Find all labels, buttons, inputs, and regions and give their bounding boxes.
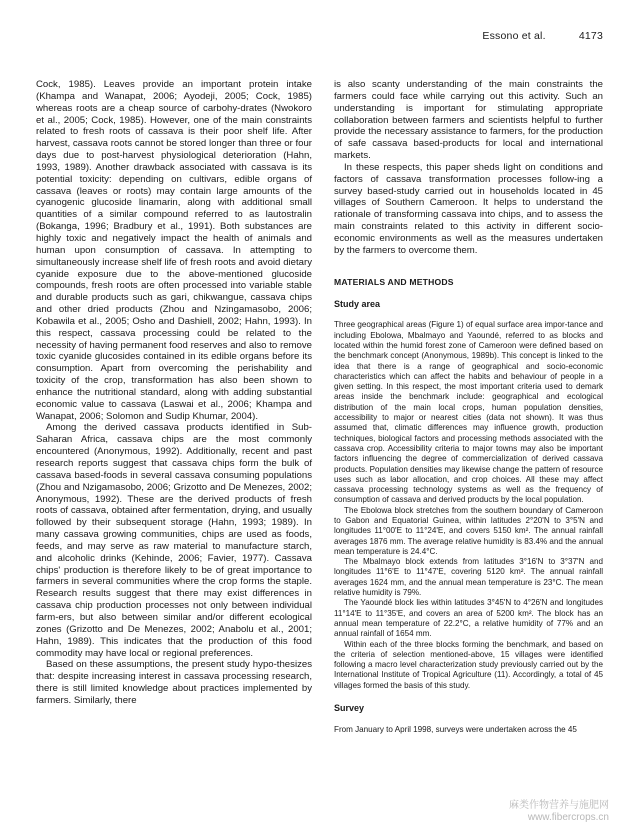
- study-area-text: [334, 320, 603, 691]
- running-header: [482, 30, 603, 42]
- paragraph: Among the derived cassava products identified in Sub-Saharan Africa, cassava chips are the most commonly encountered (Anonymous, 1992). Additionally, recent and past research reports suggest that cassava chips form the bulk of cassava based-foods in several cassava consuming populations (Zhou and Nzigamasobo, 2006; Grizotto and De Menezes, 2002; Anonymous, 1992). These are the derived products of fresh roots of cassava, obtained after fermentation, drying, and usually followed by their subsequent storage (Hahn, 1993; 1989). In many cassava growing communities, chips are used as foods, feeds, and may serve as raw material to manufacture starch, and alcoholic drinks (Kehinde, 2006; Favier, 1977). Cassava chips' production is therefore likely to be of great importance to farmers in several communities where the crop forms the staple. Research results suggest that there may exist differences in cassava chip production processes not only between individual farm-ers, but also between similar and/or different ecological zones (Grizotto and De Menezes, 2002; Anabolu et al., 2001; Hahn, 1989). This indicates that the production of this food commodity may have local or regional preferences.: [36, 422, 312, 659]
- subsection-heading: Survey: [334, 703, 365, 714]
- left-column: [36, 79, 312, 707]
- paragraph: The Yaoundé block lies within latitudes 3°45'N to 4°26'N and longitudes 11°14'E to 11°35'E, and covers an area of 5200 km². The block has an annual mean temperature of 22.2°C, a relative humidity of 77% and an annual rainfall of 1654 mm.: [334, 598, 603, 639]
- paragraph: The Mbalmayo block extends from latitudes 3°16'N to 3°37'N and longitudes 11°6'E to 11°47'E, covering 5120 km². The annual rainfall averages 1624 mm, and the annual mean temperature is 23°C. The mean relative humidity is 79%.: [334, 557, 603, 598]
- paragraph: is also scanty understanding of the main constraints the farmers could face while carrying out this activity. Such an understanding is important for stimulating appropriate collaboration between farmers and scientists helpful to further provide the necessary assistance to farmers, for the production of safe cassava based-products for local and international markets.: [334, 79, 603, 162]
- running-header-authors: Essono et al.: [482, 30, 546, 42]
- watermark-line: 麻类作物营养与施肥网: [509, 800, 609, 811]
- watermark-url: www.fibercrops.cn: [527, 812, 609, 823]
- paragraph: Within each of the three blocks forming the benchmark, and based on the criteria of selection mentioned-above, 15 villages were identified following a macro level characterization study previously carried out by the International Institute of Tropical Agriculture (11). Accordingly, a total of 45 villages formed the basis of this study.: [334, 639, 603, 690]
- section-heading: MATERIALS AND METHODS: [334, 276, 454, 287]
- right-column: [334, 79, 603, 735]
- subsection-heading: Study area: [334, 298, 381, 309]
- paragraph: Based on these assumptions, the present study hypo-thesizes that: despite increasing interest in cassava processing research, there is still limited knowledge about practices implemented by farmers. Similarly, there: [36, 659, 312, 706]
- paragraph: The Ebolowa block stretches from the southern boundary of Cameroon to Gabon and Equatorial Guinea, within latitudes 2°20'N to 3°5'N and longitudes 11°00'E to 11°24'E, and covers 5150 km². The annual rainfall averages 1876 mm. The average relative humidity is 83.4% and the annual mean temperature is 24.4°C.: [334, 505, 603, 556]
- paragraph: Three geographical areas (Figure 1) of equal surface area impor-tance and including Ebolowa, Mbalmayo and Yaoundé, referred to as blocks and located within the humid forest zone of Cameroon were defined based on the benchmark concept (Anonymous, 1989b). This concept is linked to the idea that there is a range of geographical and socio-economic characteristics which can affect the habits and behaviour of people in a given setting. In this respect, the most important criteria used to demark areas inside the benchmark include: geographical and ecological distribution of the main local crops, human population densities, accessibility to major or nearest cities (data not shown). It was thus assumed that, climatic differences may influence growth, production techniques, biological factors and processing methods associated with the cassava crop. Accessibility criteria to major towns may also be important factors influencing the degree of commercialization of derived cassava products. Population densities may likewise change the pattern of resource uses such as labor allocation, and crop choices. All these may affect cassava processing technology systems as well as the frequency of consumption of cassava and derived products by the local population.: [334, 320, 603, 505]
- page-number: 4173: [578, 30, 603, 42]
- paragraph: From January to April 1998, surveys were undertaken across the 45: [334, 724, 577, 734]
- paragraph: In these respects, this paper sheds light on conditions and factors of cassava transformation processes follow-ing a survey based-study carried out in households located in 45 villages of Southern Cameroon. It helps to understand the rationale of transforming cassava into chips, and to assess the main constraints related to this activity in different socio-economic environments as well as the measures undertaken by the farmers to overcome them.: [334, 161, 603, 256]
- paragraph: Cock, 1985). Leaves provide an important protein intake (Khampa and Wanapat, 2006; Ayodeji, 2005; Cock, 1985) whereas roots are a cheap source of carbohy-drates (Nwokoro et al., 2005; Cock, 1985). However, one of the main constraints related to fresh roots of cassava is their poor shelf life. After harvest, cassava roots cannot be stored longer than three or four days due to post-harvest physiological deterioration (Hahn, 1993, 1989). Another drawback associated with cassava is its potential toxicity: depending on cultivars, edible organs of cassava (leaves or roots) may contain large amounts of the cyanogenic glucoside linamarin, along with additional small quantities of a similar compound referred to as lautostralin (Bokanga, 1996; Bradbury et al., 1991). Both substances are highly toxic and negatively impact the health of animals and human upon consumption of cassava. In attempting to simultaneously increase shelf life of fresh roots and avoid dietary cyanide exposure due to the above-mentioned glucoside compounds, fresh roots are often processed into variable stable and durable products such as gari, chikwangue, cassava chips and other dried products (Zhou and Nzingamasobo, 2006; Kobawila et al., 2005; Osho and Dashiell, 2002; Hahn, 1993). In this respect, cassava processing could be related to the necessity of having permanent food reserves and also to remove toxic cyanide glucosides contained in its edible organs before its consumption. Apart from overcoming the perishability and toxicity of the crop, transformation has also been shown to enhance the nutritional standard, along with adding substantial economic value to cassava (Laswai et al., 2006; Khampa and Wanapat, 2006; Solomon and Sudip Khumar, 2004).: [36, 79, 312, 422]
- survey-text: [334, 725, 603, 735]
- watermark: [509, 800, 609, 824]
